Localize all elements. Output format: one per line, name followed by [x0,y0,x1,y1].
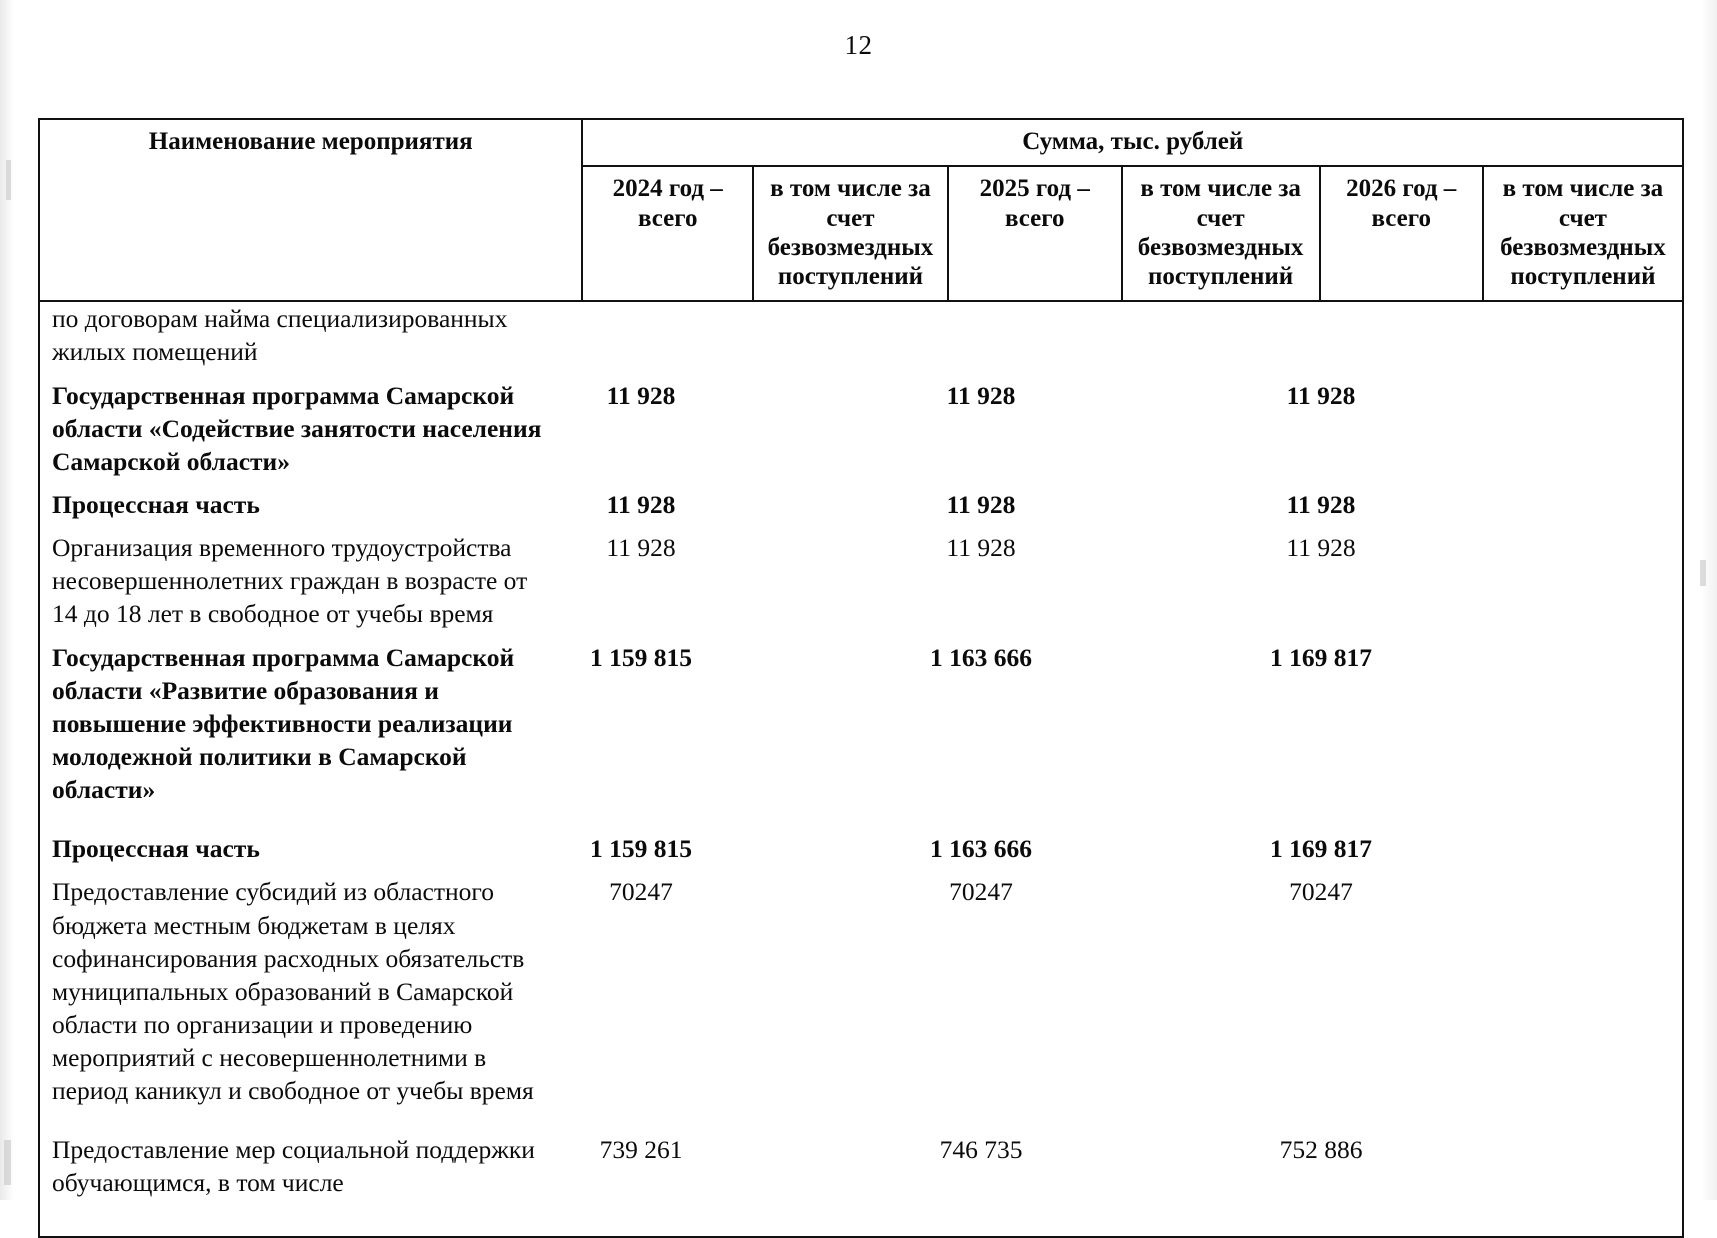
row-spacer [40,806,1682,832]
table-body [38,302,1684,1237]
cell-2026-total: 752 886 [1279,1135,1363,1165]
cell-2026-total: 11 928 [1286,380,1356,410]
table-row [40,832,1682,865]
table-row [40,302,1682,368]
cell-2026-total: 1 169 817 [1270,642,1372,672]
table-header [39,119,1683,301]
table-row [40,641,1682,807]
row-spacer [40,478,1682,488]
header-col-2024-total: 2024 год – всего [582,166,753,301]
cell-2026-total: 11 928 [1286,489,1356,519]
row-spacer [40,631,1682,641]
cell-2026-total: 11 928 [1286,533,1356,563]
header-sum-group: Сумма, тыс. рублей [582,119,1683,166]
table-rows [40,302,1682,1209]
table-row [40,531,1682,630]
financial-table [38,118,1684,1238]
header-col-2024-free: в том числе за счет безвозмездных поступлений [753,166,948,301]
row-spacer [40,1107,1682,1133]
cell-measure-name: Государственная программа Самарской области «Содействие занятости населения Самарской области» [52,380,542,476]
page-number: 12 [844,30,873,60]
cell-2025-total: 11 928 [946,489,1016,519]
header-name-column: Наименование мероприятия [39,119,582,301]
cell-measure-name: Процессная часть [52,489,260,519]
cell-2024-total: 11 928 [606,489,676,519]
cell-2026-total: 1 169 817 [1270,834,1372,864]
table-row [40,488,1682,521]
header-col-2025-free: в том числе за счет безвозмездных поступлений [1122,166,1320,301]
cell-measure-name: Государственная программа Самарской области «Развитие образования и повышение эффективности реализации молодежной политики в Самарской области» [52,642,515,805]
cell-2024-total: 11 928 [606,380,676,410]
cell-2025-total: 1 163 666 [930,642,1032,672]
cell-measure-name: Предоставление мер социальной поддержки обучающимся, в том числе [52,1135,535,1198]
cell-measure-name: Процессная часть [52,834,260,864]
header-col-2025-total: 2025 год – всего [948,166,1122,301]
table [38,118,1684,302]
row-spacer [40,369,1682,379]
cell-measure-name: Предоставление субсидий из областного бюджета местным бюджетам в целях софинансирования расходных обязательств муниципальных образований в Самарской области по организации и проведению мероприятий с несовершеннолетними в период каникул и свободное от учебы время [52,877,534,1106]
cell-2025-total: 1 163 666 [930,834,1032,864]
cell-2024-total: 70247 [609,877,673,907]
cell-2025-total: 11 928 [946,380,1016,410]
cell-measure-name: Организация временного трудоустройства несовершеннолетних граждан в возрасте от 14 до 18 лет в свободное от учебы время [52,533,528,629]
row-spacer [40,521,1682,531]
cell-2025-total: 11 928 [946,533,1016,563]
cell-2025-total: 70247 [949,877,1013,907]
table-row [40,1133,1682,1199]
cell-2024-total: 11 928 [606,533,676,563]
cell-2024-total: 1 159 815 [590,642,692,672]
row-spacer [40,1200,1682,1210]
table-row [40,379,1682,478]
cell-2024-total: 1 159 815 [590,834,692,864]
table-row [40,875,1682,1107]
row-spacer [40,865,1682,875]
header-col-2026-total: 2026 год – всего [1320,166,1483,301]
cell-measure-name: по договорам найма специализированных жилых помещений [52,304,508,367]
cell-2026-total: 70247 [1289,877,1353,907]
cell-2024-total: 739 261 [599,1135,683,1165]
cell-2025-total: 746 735 [939,1135,1023,1165]
header-col-2026-free: в том числе за счет безвозмездных поступлений [1483,166,1683,301]
